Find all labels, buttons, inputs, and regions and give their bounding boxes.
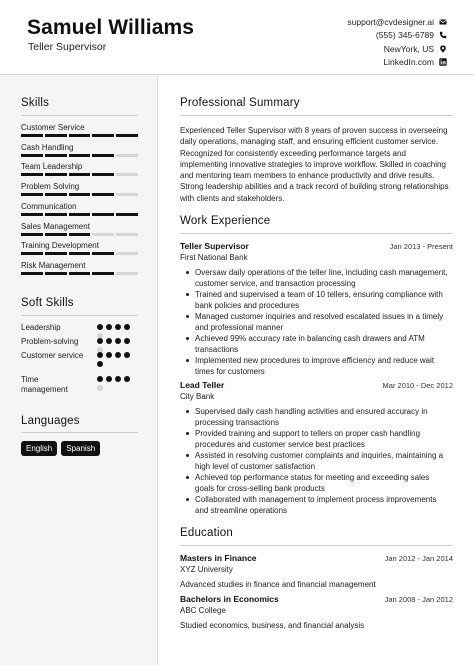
skill-item [21,202,138,222]
soft-skill-rating [97,324,137,339]
education-degree: Masters in Finance [180,553,257,563]
education-school: ABC College [180,606,226,615]
job-bullet: Oversaw daily operations of the teller line, including cash management, customer service, and transaction processing [180,267,450,289]
skill-level-segment [92,233,114,236]
contact-email-text: support@cvdesigner.ai [347,16,434,27]
skill-level-segment [21,213,43,216]
education-heading: Education [180,527,233,539]
languages-divider [21,432,138,433]
summary-text: Experienced Teller Supervisor with 8 years of proven success in overseeing daily operations, managing staff, and ensuring efficient customer service. Recognized for consistently exceeding performance targets and implementing innovative strategies to improve workflow. Skilled in coaching and mentoring team members to enhance productivity and drive results. Strong leadership abilities and a track record of building strong relationships with clients and stakeholders. [180,126,449,203]
rating-dot [124,352,130,358]
job-bullet: Managed customer inquiries and resolved escalated issues in a timely and professional manner [180,311,450,333]
skill-level-segment [92,134,114,137]
job-bullet: Supervised daily cash handling activities and ensured accuracy in processing transactions [180,406,450,428]
resume-header [0,0,474,74]
rating-dot [106,324,112,330]
job-dates: Mar 2010 - Dec 2012 [382,381,453,390]
skill-level-segment [45,233,67,236]
education-description: Studied economics, business, and financial analysis [180,621,365,630]
skill-label: Cash Handling [21,142,74,152]
job-bullet: Provided training and support to tellers on proper cash handling procedures and customer service best practices [180,428,450,450]
soft-skill-rating [97,352,137,367]
job-title: Teller Supervisor [180,241,249,251]
skill-level-segment [69,252,91,255]
skill-label: Communication [21,201,77,211]
job-dates: Jan 2013 - Present [389,242,453,251]
skills-divider [21,115,138,116]
skill-level-segment [92,154,114,157]
rating-dot [115,376,121,382]
contact-phone[interactable] [347,29,447,43]
skill-level-segment [45,154,67,157]
skill-level-segment [21,233,43,236]
skill-level-segment [69,173,91,176]
soft-skill-label: Problem-solving [21,337,79,346]
skill-item [21,162,138,182]
skill-label: Problem Solving [21,182,80,192]
skill-level-segment [116,252,138,255]
rating-dot [97,376,103,382]
skills-heading: Skills [21,97,50,109]
skill-level-segment [21,173,43,176]
skill-level-segment [45,173,67,176]
skill-level-segment [69,272,91,275]
skill-label: Sales Management [21,221,90,231]
education-entry [180,594,453,631]
contact-info [347,15,447,69]
contact-location-text: NewYork, US [383,43,434,54]
contact-location [347,42,447,56]
skill-item [21,182,138,202]
rating-dot [124,338,130,344]
rating-dot [97,361,103,367]
skill-item [21,222,138,242]
skill-item [21,123,138,143]
soft-skill-rating [97,376,137,391]
rating-dot [115,352,121,358]
education-divider [180,545,453,546]
main-content [159,75,474,665]
sidebar [0,75,158,665]
skill-level-segment [116,173,138,176]
skill-level-segment [116,213,138,216]
education-dates: Jan 2012 - Jan 2014 [384,554,453,563]
soft-skills-divider [21,315,138,316]
rating-dot [115,324,121,330]
rating-dot [97,385,103,391]
job-company: First National Bank [180,253,248,262]
skill-level-bar [21,272,138,275]
skill-level-segment [21,252,43,255]
job-bullet: Assisted in resolving customer complaints and inquiries, maintaining a high level of customer satisfaction [180,450,450,472]
skill-level-segment [21,193,43,196]
rating-dot [106,352,112,358]
soft-skills-heading: Soft Skills [21,297,74,309]
skill-item [21,143,138,163]
skill-level-segment [45,193,67,196]
skill-level-segment [92,213,114,216]
skill-level-segment [45,213,67,216]
soft-skill-rating [97,338,137,353]
skill-level-segment [45,252,67,255]
candidate-name: Samuel Williams [27,16,195,39]
skill-level-segment [92,272,114,275]
candidate-title: Teller Supervisor [28,41,107,53]
skill-level-bar [21,154,138,157]
skill-level-segment [69,213,91,216]
skill-label: Customer Service [21,123,85,132]
skill-level-segment [21,154,43,157]
skill-level-segment [92,252,114,255]
skill-level-segment [69,134,91,137]
experience-heading: Work Experience [180,215,271,227]
education-dates: Jan 2008 - Jan 2012 [384,595,453,604]
skill-level-bar [21,134,138,137]
summary-divider [180,115,453,116]
skill-level-segment [45,134,67,137]
job-bullet: Collaborated with management to implement process improvements and streamline operations [180,494,450,516]
skill-level-segment [21,134,43,137]
job-entry [180,241,453,377]
contact-email[interactable] [347,15,447,29]
summary-heading: Professional Summary [180,97,300,109]
linkedin-icon [439,58,447,66]
language-badge: Spanish [61,441,100,456]
skill-level-segment [21,272,43,275]
skill-level-segment [116,193,138,196]
education-degree: Bachelors in Economics [180,594,279,604]
skill-level-bar [21,173,138,176]
job-bullet: Achieved 99% accuracy rate in balancing cash drawers and ATM transactions [180,333,450,355]
skill-level-segment [116,272,138,275]
skill-level-segment [92,173,114,176]
contact-linkedin[interactable] [347,56,447,70]
job-bullet: Trained and supervised a team of 10 tellers, ensuring compliance with bank policies and procedures [180,289,450,311]
location-icon [439,45,447,53]
skill-level-segment [116,233,138,236]
skill-level-bar [21,252,138,255]
job-bullets [180,267,453,377]
rating-dot [124,376,130,382]
skill-level-bar [21,213,138,216]
rating-dot [97,338,103,344]
soft-skill-label: Time management [21,375,68,394]
skill-level-segment [45,272,67,275]
experience-divider [180,233,453,234]
rating-dot [97,324,103,330]
email-icon [439,18,447,26]
job-bullet: Achieved top performance status for meeting and exceeding sales goals for cross-selling bank products [180,472,450,494]
rating-dot [97,352,103,358]
skill-level-segment [69,193,91,196]
job-bullet: Implemented new procedures to improve efficiency and reduce wait times for customers [180,355,450,377]
skill-level-segment [92,193,114,196]
language-badge: English [21,441,57,456]
skill-item [21,241,138,261]
skill-level-bar [21,233,138,236]
contact-linkedin-text: LinkedIn.com [383,57,434,68]
job-bullets [180,406,453,516]
job-entry [180,380,453,516]
skill-item [21,261,138,281]
languages-heading: Languages [21,415,80,427]
languages-list [21,441,100,456]
skill-level-segment [116,134,138,137]
soft-skill-label: Leadership [21,323,61,332]
soft-skill-label: Customer service [21,351,84,360]
skill-label: Team Leadership [21,162,83,172]
job-title: Lead Teller [180,380,225,390]
contact-phone-text: (555) 345-6789 [375,30,434,41]
skill-level-segment [69,154,91,157]
phone-icon [439,31,447,39]
skill-level-segment [69,233,91,236]
rating-dot [124,324,130,330]
skill-label: Training Development [21,241,99,251]
rating-dot [115,338,121,344]
job-company: City Bank [180,392,215,401]
rating-dot [106,376,112,382]
skill-level-bar [21,193,138,196]
education-entry [180,553,453,590]
skill-label: Risk Management [21,260,86,270]
rating-dot [106,338,112,344]
education-description: Advanced studies in finance and financial management [180,580,376,589]
skill-level-segment [116,154,138,157]
education-school: XYZ University [180,565,233,574]
